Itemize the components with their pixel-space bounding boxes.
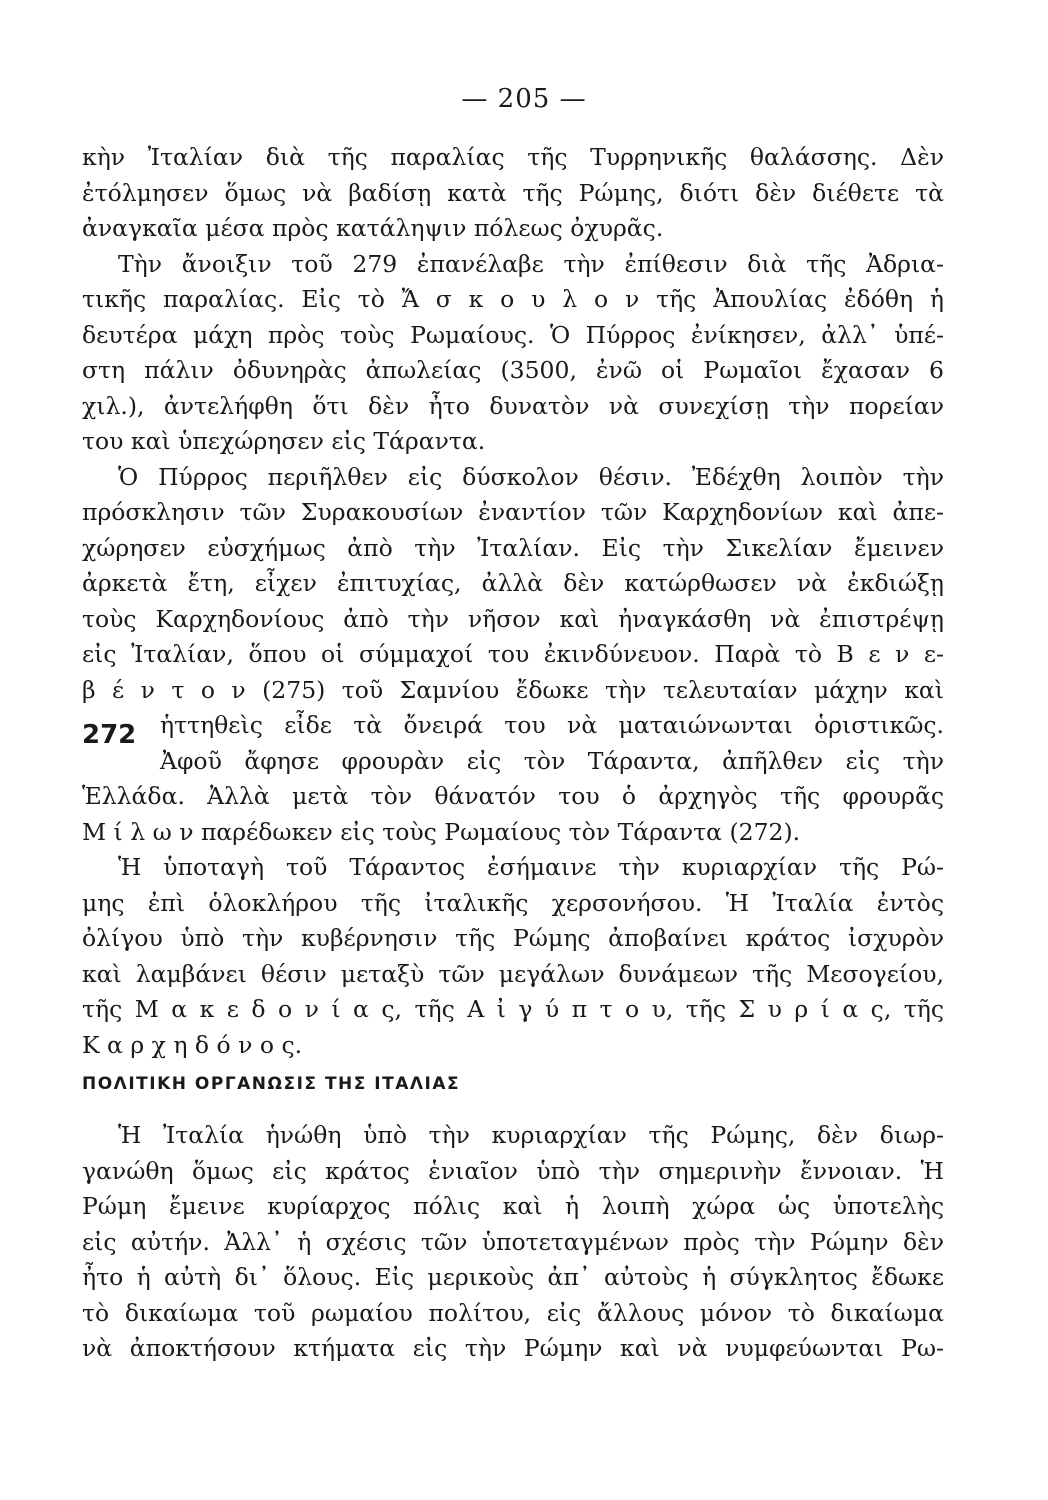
page-number: — 205 — [461, 84, 587, 114]
body-text-block-1 [82, 140, 944, 1063]
text-line: Τὴν ἄνοιξιν τοῦ 279 ἐπανέλαβε τὴν ἐπίθεσιν διὰ τῆς Ἀδρια- [118, 249, 944, 278]
text-line: Ἀφοῦ ἄφησε φρουρὰν εἰς τὸν Τάραντα, ἀπῆλθεν εἰς τὴν [160, 746, 944, 775]
text-line: Ἡ ὑποταγὴ τοῦ Τάραντος ἐσήμαινε τὴν κυριαρχίαν τῆς Ρώ- [118, 853, 944, 881]
text-line: εἰς αὐτήν. Ἀλλ᾽ ἡ σχέσις τῶν ὑποτεταγμένων πρὸς τὴν Ρώμην δὲν [82, 1227, 944, 1256]
text-line: χώρησεν εὐσχήμως ἀπὸ τὴν Ἰταλίαν. Εἰς τὴν Σικελίαν ἔμεινεν [82, 533, 944, 562]
text-line: στη πάλιν ὀδυνηρὰς ἀπωλείας (3500, ἐνῶ οἱ Ρωμαῖοι ἔχασαν 6 [82, 356, 944, 384]
text-line: χιλ.), ἀντελήφθη ὅτι δὲν ἦτο δυνατὸν νὰ συνεχίσῃ τὴν πορείαν [82, 391, 944, 420]
text-line: Μ ί λ ω ν παρέδωκεν εἰς τοὺς Ρωμαίους τὸν Τάραντα (272). [82, 817, 801, 846]
text-line: Ρώμη ἔμεινε κυρίαρχος πόλις καὶ ἡ λοιπὴ χώρα ὡς ὑποτελὴς [82, 1192, 944, 1220]
text-line: εἰς Ἰταλίαν, ὅπου οἱ σύμμαχοί του ἐκινδύνευον. Παρὰ τὸ Β ε ν ε- [82, 640, 944, 668]
text-line: καὶ λαμβάνει θέσιν μεταξὺ τῶν μεγάλων δυνάμεων τῆς Μεσογείου, [82, 959, 944, 988]
text-line: Ἑλλάδα. Ἀλλὰ μετὰ τὸν θάνατόν του ὁ ἀρχηγὸς τῆς φρουρᾶς [82, 782, 944, 810]
text-line: Ἡ Ἰταλία ἡνώθη ὑπὸ τὴν κυριαρχίαν τῆς Ρώμης, δὲν διωρ- [118, 1121, 944, 1149]
margin-note: 272 [82, 720, 137, 750]
text-line: ἦτο ἡ αὐτὴ δι᾽ ὅλους. Εἰς μερικοὺς ἀπ᾽ αὐτοὺς ἡ σύγκλητος ἔδωκε [82, 1263, 944, 1291]
text-line: τοὺς Καρχηδονίους ἀπὸ τὴν νῆσον καὶ ἠναγκάσθη νὰ ἐπιστρέψῃ [82, 604, 944, 633]
text-line: ἀρκετὰ ἔτη, εἶχεν ἐπιτυχίας, ἀλλὰ δὲν κατώρθωσεν νὰ ἐκδιώξῃ [82, 569, 944, 597]
body-text-block-2 [82, 1118, 944, 1367]
text-line: ἡττηθεὶς εἶδε τὰ ὄνειρά του νὰ ματαιώνωνται ὁριστικῶς. [160, 711, 944, 739]
text-line: κὴν Ἰταλίαν διὰ τῆς παραλίας τῆς Τυρρηνικῆς θαλάσσης. Δὲν [82, 143, 944, 171]
text-line: ἐτόλμησεν ὅμως νὰ βαδίσῃ κατὰ τῆς Ρώμης, διότι δὲν διέθετε τὰ [82, 178, 944, 207]
text-line: τὸ δικαίωμα τοῦ ρωμαίου πολίτου, εἰς ἄλλους μόνον τὸ δικαίωμα [82, 1298, 944, 1327]
text-line: τῆς Μ α κ ε δ ο ν ί α ς, τῆς Α ἰ γ ύ π τ ο υ, τῆς Σ υ ρ ί α ς, τῆς [82, 995, 944, 1023]
text-line: Ὁ Πύρρος περιῆλθεν εἰς δύσκολον θέσιν. Ἐδέχθη λοιπὸν τὴν [118, 462, 944, 491]
text-line: ἀναγκαῖα μέσα πρὸς κατάληψιν πόλεως ὀχυρᾶς. [82, 214, 664, 242]
text-line: πρόσκλησιν τῶν Συρακουσίων ἐναντίον τῶν Καρχηδονίων καὶ ἀπε- [82, 498, 944, 526]
text-line: Κ α ρ χ η δ ό ν ο ς. [82, 1030, 303, 1059]
text-line: ὀλίγου ὑπὸ τὴν κυβέρνησιν τῆς Ρώμης ἀποβαίνει κράτος ἰσχυρὸν [82, 924, 944, 952]
text-line: δευτέρα μάχη πρὸς τοὺς Ρωμαίους. Ὁ Πύρρος ἐνίκησεν, ἀλλ᾽ ὑπέ- [82, 320, 944, 349]
text-line: νὰ ἀποκτήσουν κτήματα εἰς τὴν Ρώμην καὶ νὰ νυμφεύωνται Ρω- [82, 1334, 944, 1362]
text-line: τικῆς παραλίας. Εἰς τὸ Ἄ σ κ ο υ λ ο ν τῆς Ἀπουλίας ἐδόθη ἡ [82, 285, 944, 313]
text-line: του καὶ ὑπεχώρησεν εἰς Τάραντα. [82, 427, 486, 455]
text-line: μης ἐπὶ ὁλοκλήρου τῆς ἰταλικῆς χερσονήσου. Ἡ Ἰταλία ἐντὸς [82, 888, 944, 917]
section-heading: ΠΟΛΙΤΙΚΗ ΟΡΓΑΝΩΣΙΣ ΤΗΣ ΙΤΑΛΙΑΣ [82, 1074, 461, 1094]
text-line: γανώθη ὅμως εἰς κράτος ἑνιαῖον ὑπὸ τὴν σημερινὴν ἔννοιαν. Ἡ [82, 1156, 944, 1185]
text-line: β έ ν τ ο ν (275) τοῦ Σαμνίου ἔδωκε τὴν τελευταίαν μάχην καὶ [82, 675, 944, 704]
